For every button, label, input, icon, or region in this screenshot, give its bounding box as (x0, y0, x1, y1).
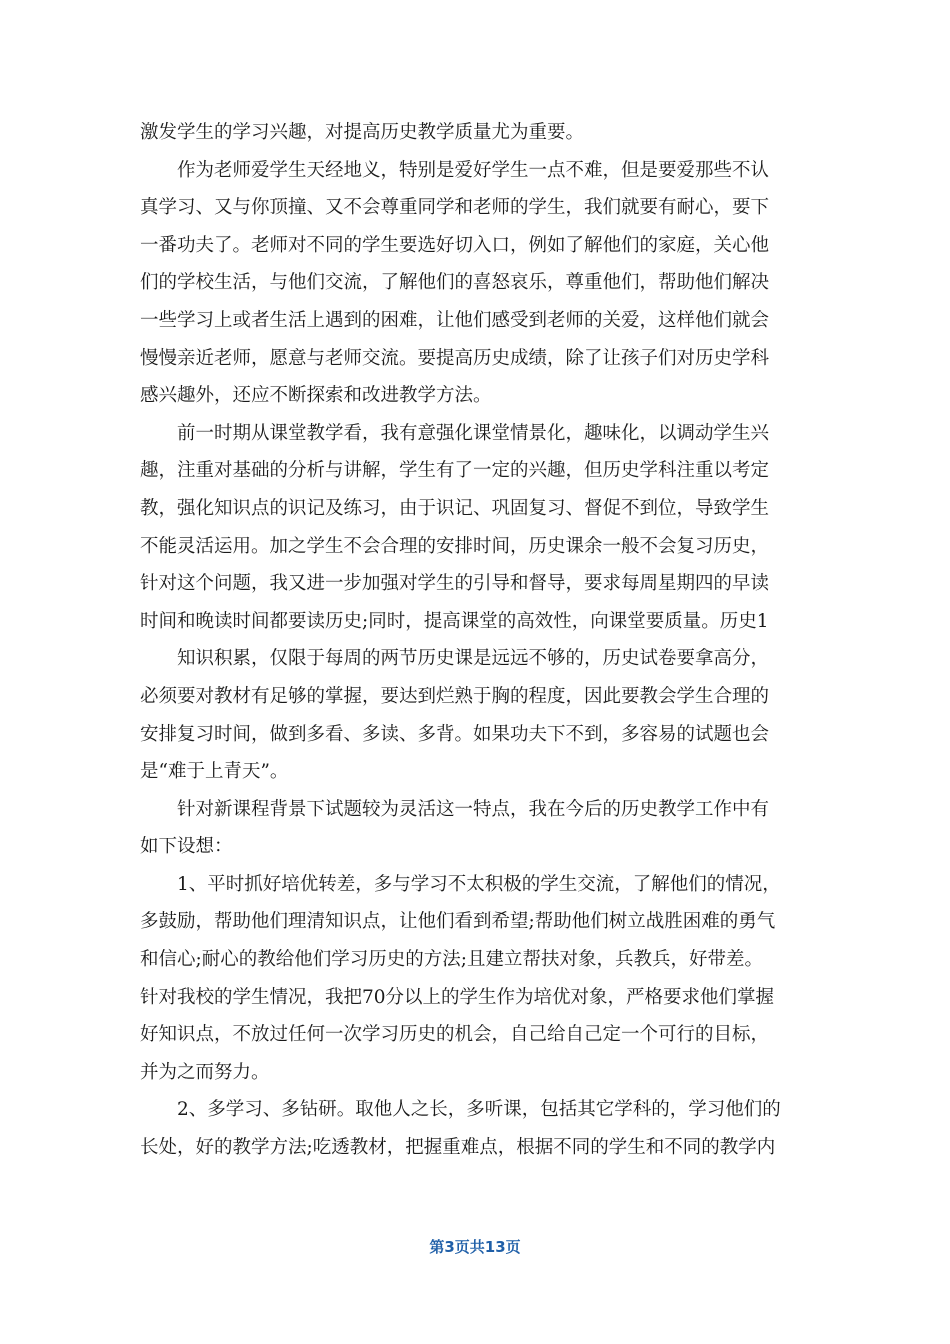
text-line: 安排复习时间，做到多看、多读、多背。如果功夫下不到，多容易的试题也会 (140, 723, 770, 745)
text-line: 作为老师爱学生天经地义，特别是爱好学生一点不难，但是要爱那些不认 (177, 159, 770, 181)
text-line: 和信心;耐心的教给他们学习历史的方法;且建立帮扶对象，兵教兵，好带差。 (140, 949, 763, 971)
text-line: 针对我校的学生情况，我把70分以上的学生作为培优对象，严格要求他们掌握 (140, 986, 775, 1008)
text-line: 真学习、又与你顶撞、又不会尊重同学和老师的学生，我们就要有耐心，要下 (140, 197, 770, 219)
text-line: 多鼓励，帮助他们理清知识点，让他们看到希望;帮助他们树立战胜困难的勇气 (140, 911, 776, 933)
paragraph (140, 866, 800, 1092)
text-line: 激发学生的学习兴趣，对提高历史教学质量尤为重要。 (140, 122, 585, 143)
text-line: 是“难于上青天”。 (140, 761, 289, 783)
paragraph (140, 415, 800, 641)
paragraph (140, 1091, 800, 1166)
text-line: 好知识点，不放过任何一次学习历史的机会，自己给自己定一个可行的目标， (140, 1024, 770, 1046)
text-line: 长处，好的教学方法;吃透教材，把握重难点，根据不同的学生和不同的教学内 (140, 1137, 776, 1159)
paragraph (140, 152, 800, 415)
text-line: 1、平时抓好培优转差，多与学习不太积极的学生交流，了解他们的情况， (177, 873, 781, 895)
text-line: 针对这个问题，我又进一步加强对学生的引导和督导，要求每周星期四的早读 (140, 573, 770, 595)
text-line: 前一时期从课堂教学看，我有意强化课堂情景化，趣味化，以调动学生兴 (177, 422, 770, 444)
text-line: 知识积累，仅限于每周的两节历史课是远远不够的，历史试卷要拿高分， (177, 648, 770, 670)
text-line: 教，强化知识点的识记及练习，由于识记、巩固复习、督促不到位，导致学生 (140, 497, 770, 519)
text-line: 并为之而努力。 (140, 1061, 270, 1083)
text-line: 感兴趣外，还应不断探索和改进教学方法。 (140, 385, 492, 407)
text-line: 们的学校生活，与他们交流，了解他们的喜怒哀乐，尊重他们，帮助他们解决 (140, 272, 770, 294)
text-line: 必须要对教材有足够的掌握，要达到烂熟于胸的程度，因此要教会学生合理的 (140, 685, 770, 707)
text-line: 时间和晚读时间都要读历史;同时，提高课堂的高效性，向课堂要质量。历史1 (140, 610, 769, 632)
text-line: 如下设想： (140, 836, 233, 858)
text-line: 不能灵活运用。加之学生不会合理的安排时间，历史课余一般不会复习历史， (140, 535, 770, 557)
text-line: 一些学习上或者生活上遇到的困难，让他们感受到老师的关爱，这样他们就会 (140, 309, 770, 331)
text-line: 慢慢亲近老师，愿意与老师交流。要提高历史成绩，除了让孩子们对历史学科 (140, 347, 770, 369)
text-line: 一番功夫了。老师对不同的学生要选好切入口，例如了解他们的家庭，关心他 (140, 234, 770, 256)
document-body (140, 114, 800, 1167)
paragraph (140, 114, 800, 152)
text-line: 针对新课程背景下试题较为灵活这一特点，我在今后的历史教学工作中有 (177, 798, 770, 820)
paragraph (140, 791, 800, 866)
page-number: 第3页共13页 (429, 1238, 521, 1256)
paragraph (140, 640, 800, 790)
text-line: 2、多学习、多钻研。取他人之长，多听课，包括其它学科的，学习他们的 (177, 1099, 781, 1121)
text-line: 趣，注重对基础的分析与讲解，学生有了一定的兴趣，但历史学科注重以考定 (140, 460, 770, 482)
